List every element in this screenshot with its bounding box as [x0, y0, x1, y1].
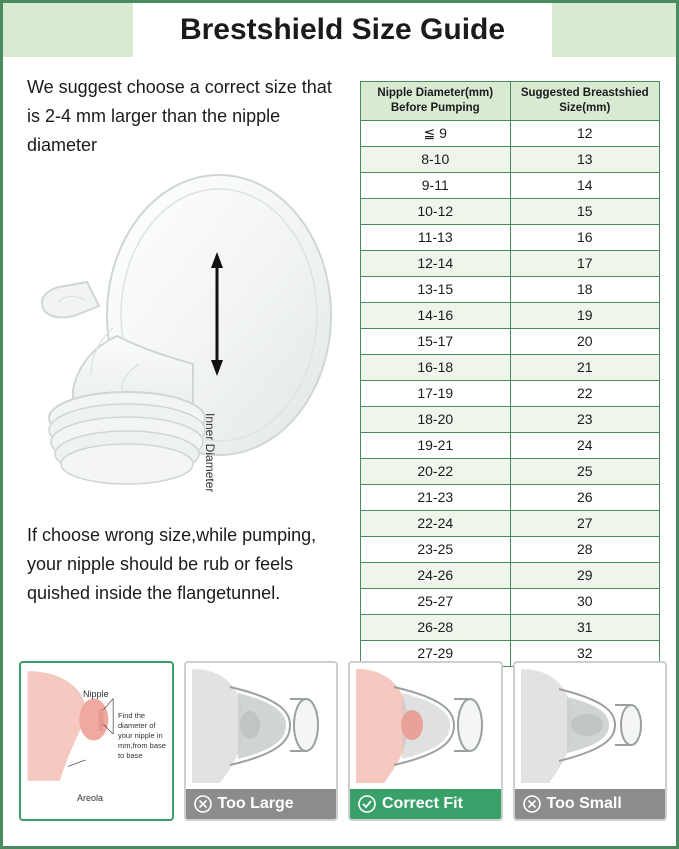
panel-too-large-caption	[186, 789, 337, 819]
cell-suggested-size: 17	[510, 251, 660, 277]
table-row	[361, 147, 660, 173]
panel-too-small-caption	[515, 789, 666, 819]
cell-suggested-size: 25	[510, 459, 660, 485]
too-large-diagram	[186, 663, 338, 789]
cell-nipple-diameter: 13-15	[361, 277, 511, 303]
table-row	[361, 511, 660, 537]
cell-nipple-diameter: 23-25	[361, 537, 511, 563]
col-header-size-line1: Suggested Breastshied	[520, 87, 649, 99]
cell-suggested-size: 18	[510, 277, 660, 303]
cell-suggested-size: 21	[510, 355, 660, 381]
table-row	[361, 433, 660, 459]
cell-nipple-diameter: 27-29	[361, 641, 511, 667]
title-band-left	[3, 3, 133, 57]
table-row	[361, 485, 660, 511]
title-band-right	[552, 3, 679, 57]
cell-suggested-size: 15	[510, 199, 660, 225]
annotation-areola: Areola	[77, 793, 104, 803]
panel-correct-fit	[348, 661, 503, 821]
cell-nipple-diameter: 11-13	[361, 225, 511, 251]
table-header-row	[361, 82, 660, 121]
table-row	[361, 173, 660, 199]
breastshield-svg	[21, 168, 351, 508]
col-header-size-line2: Size(mm)	[559, 102, 611, 114]
inner-diameter-label: Inner Diameter	[203, 413, 217, 493]
table-row	[361, 303, 660, 329]
panel-correct-fit-caption	[350, 789, 501, 819]
table-body	[361, 121, 660, 667]
cell-suggested-size: 12	[510, 121, 660, 147]
table-row	[361, 277, 660, 303]
cell-nipple-diameter: 15-17	[361, 329, 511, 355]
cell-suggested-size: 13	[510, 147, 660, 173]
cell-nipple-diameter: 18-20	[361, 407, 511, 433]
intro-text: We suggest choose a correct size that is 2-4 mm larger than the nipple diameter	[27, 77, 332, 155]
page-title: Brestshield Size Guide	[179, 13, 506, 46]
table-row	[361, 589, 660, 615]
too-small-diagram	[515, 663, 667, 789]
table-row	[361, 537, 660, 563]
cell-suggested-size: 16	[510, 225, 660, 251]
annotation-find-diameter: Find the diameter of your nipple in mm,from base to base	[118, 711, 166, 760]
size-table	[360, 81, 660, 667]
table-row	[361, 251, 660, 277]
panel-too-small-label: Too Small	[546, 795, 622, 812]
cell-nipple-diameter: 22-24	[361, 511, 511, 537]
panel-too-large	[184, 661, 339, 821]
size-table-wrap	[360, 81, 660, 667]
cell-suggested-size: 28	[510, 537, 660, 563]
table-row	[361, 329, 660, 355]
table-row	[361, 407, 660, 433]
cell-nipple-diameter: 24-26	[361, 563, 511, 589]
table-row	[361, 225, 660, 251]
table-row	[361, 459, 660, 485]
table-row	[361, 121, 660, 147]
table-row	[361, 199, 660, 225]
panel-correct-fit-label: Correct Fit	[382, 795, 463, 812]
cell-nipple-diameter: 17-19	[361, 381, 511, 407]
table-row	[361, 563, 660, 589]
cell-suggested-size: 22	[510, 381, 660, 407]
cell-nipple-diameter: 14-16	[361, 303, 511, 329]
table-row	[361, 355, 660, 381]
cell-suggested-size: 23	[510, 407, 660, 433]
cell-nipple-diameter: ≦ 9	[361, 121, 511, 147]
cell-suggested-size: 32	[510, 641, 660, 667]
cell-suggested-size: 31	[510, 615, 660, 641]
cell-nipple-diameter: 19-21	[361, 433, 511, 459]
panel-too-small	[513, 661, 668, 821]
annotation-nipple: Nipple	[83, 689, 109, 699]
panel-too-large-label: Too Large	[217, 795, 294, 812]
cell-nipple-diameter: 25-27	[361, 589, 511, 615]
cell-suggested-size: 19	[510, 303, 660, 329]
col-header-nipple-line1: Nipple Diameter(mm)	[377, 87, 494, 99]
cell-nipple-diameter: 16-18	[361, 355, 511, 381]
col-header-nipple-diameter	[361, 82, 511, 121]
breastshield-illustration	[21, 168, 351, 508]
table-row	[361, 381, 660, 407]
col-header-suggested-size	[510, 82, 660, 121]
cell-nipple-diameter: 10-12	[361, 199, 511, 225]
cell-suggested-size: 27	[510, 511, 660, 537]
table-row	[361, 615, 660, 641]
cell-suggested-size: 24	[510, 433, 660, 459]
cell-nipple-diameter: 8-10	[361, 147, 511, 173]
cell-nipple-diameter: 26-28	[361, 615, 511, 641]
cell-suggested-size: 30	[510, 589, 660, 615]
cell-suggested-size: 14	[510, 173, 660, 199]
check-circle-icon	[358, 795, 376, 813]
cell-nipple-diameter: 20-22	[361, 459, 511, 485]
correct-fit-diagram	[350, 663, 502, 789]
cross-circle-icon	[194, 795, 212, 813]
cell-nipple-diameter: 21-23	[361, 485, 511, 511]
fit-examples	[19, 661, 667, 821]
cell-suggested-size: 20	[510, 329, 660, 355]
title-bar	[3, 3, 679, 57]
col-header-nipple-line2: Before Pumping	[390, 102, 480, 114]
cell-suggested-size: 26	[510, 485, 660, 511]
cell-nipple-diameter: 9-11	[361, 173, 511, 199]
cell-nipple-diameter: 12-14	[361, 251, 511, 277]
panel-measure	[19, 661, 174, 821]
wrong-size-note: If choose wrong size,while pumping, your nipple should be rub or feels quished inside the flangetunnel.	[27, 525, 317, 603]
cell-suggested-size: 29	[510, 563, 660, 589]
cross-circle-icon	[523, 795, 541, 813]
